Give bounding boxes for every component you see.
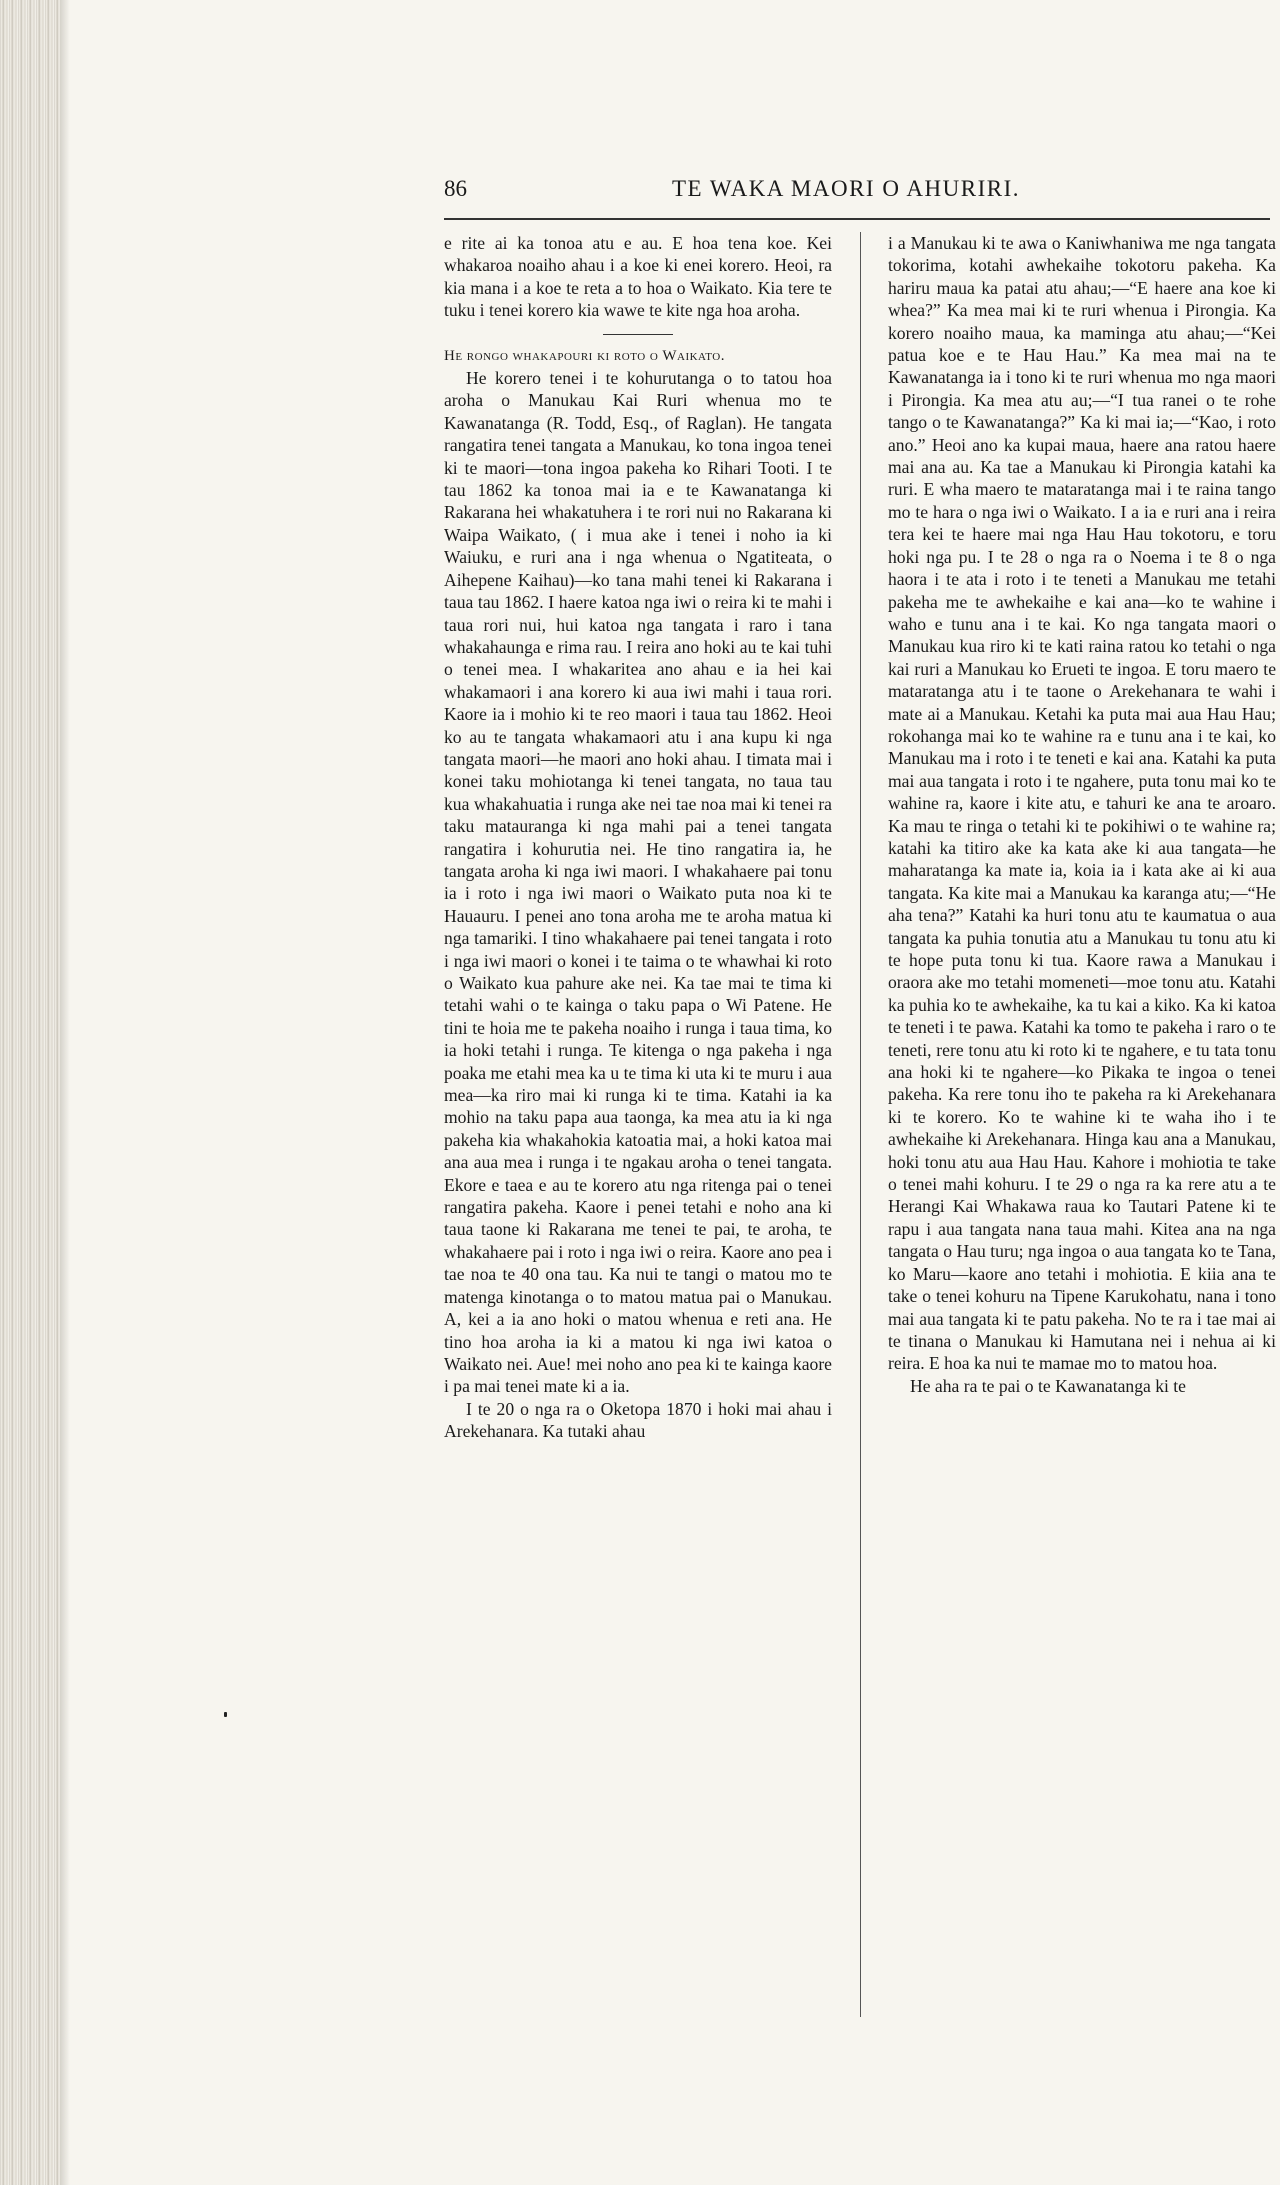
ink-speck: [224, 1712, 227, 1717]
running-title: TE WAKA MAORI O AHURIRI.: [672, 176, 1020, 201]
page-number: 86: [444, 176, 467, 201]
header-rule: [444, 218, 1270, 220]
body-paragraph: He aha ra te pai o te Kawanatanga ki te: [910, 1375, 1186, 1396]
binding-shadow: [60, 0, 70, 2185]
book-binding-edge: [0, 0, 60, 2185]
body-paragraph: i a Manukau ki te awa o Kaniwhaniwa me nga tangata tokorima, kotahi awhekaihe tokotoru pakeha. Ka hariru maua ka patai atu ahau;—“E haere ana koe ki whea?” Ka mea mai ki te ruri whenua i Pirongia. Ka korero noaiho maua, ka maminga atu ahau;—“Kei patua koe e te Hau Hau.” Ka mea mai na te Kawanatanga ia i tono ki te ruri whenua mo nga maori i Pirongia. Ka mea atu au;—“I tua ranei o te rohe tango o te Kawanatanga?” Ka ki mai ia;—“Kao, i roto ano.” Heoi ano ka kupai maua, haere ana ratou haere mai ana au. Ka tae a Manukau ki Pirongia katahi ka ruri. E wha maero te mataratanga mai i te raina tango mo te hara o nga iwi o Waikato. I a ia e ruri ana i reira tera kei te haere mai nga Hau Hau tokotoru, e toru hoki nga pu. I te 28 o nga ra o Noema i te 8 o nga haora i te ata i roto i te teneti a Manukau me tetahi pakeha me te awhekaihe e kai ana—ko te wahine i waho e tunu ana i te kai. Ko nga tangata maori o Manukau kua riro ki te kati raina ratou ko tetahi o nga kai ruri a Manukau ko Erueti te ingoa. E toru maero te mataratanga atu i te taone o Arekehanara te wahi i mate ai a Manukau. Ketahi ka puta mai aua Hau Hau; rokohanga mai ko te wahine ra e tunu ana i te kai, ko Manukau ma i roto i te teneti e kai ana. Katahi ka puta mai aua tangata i roto i te ngahere, puta tonu mai ko te wahine ra, kaore i kite atu, e tahuri ke ana te aroaro. Ka mau te ringa o tetahi ki te pokihiwi o te wahine ra; katahi ka titiro ake ka kata ake ki aua tangata—he maharatanga ka mate ia, koia ia i kata ake ai ki aua tangata. Ka kite mai a Manukau ka karanga atu;—“He aha tena?” Katahi ka huri tonu atu te kaumatua o aua tangata ka puhia tonutia atu a Manukau tu tonu atu ki te hope puta tonu ki tua. Kaore rawa a Manukau i oraora ake mo tetahi momeneti—moe tonu atu. Katahi ka puhia ko te awhekaihe, ka tu kai a kiko. Ka ki katoa te teneti i te pawa. Katahi ka tomo te pakeha i raro o te teneti, rere tonu atu ki roto ki te ngahere, e tu tata tonu ana hoki ki te ngahere—ko Pikaka te ingoa o tenei pakeha. Ka rere tonu iho te pakeha ra ki Arekehanara ki te korero. Ko te wahine ki te waha iho i te awhekaihe ki Arekehanara. Hinga kau ana a Manukau, hoki tonu atu aua Hau Hau. Kahore i mohiotia te take o tenei mahi kohuru. I te 29 o nga ra ka rere atu a te Herangi Kai Whakawa raua ko Tautari Patene ki te rapu i aua tangata nana taua mahi. Kitea ana na nga tangata o Hau turu; nga ingoa o aua tangata ko te Tana, ko Maru—kaore ano tetahi i mohiotia. E kiia ana te take o tenei kohuru na Tipene Karukohatu, nana i tono mai aua tangata ki te patu pakeha. No te ra i tae mai ai te tinana o Manukau ki Hamutana nei i nehua ai ki reira. E hoa ka nui te mamae mo to matou hoa.: [888, 233, 1276, 1374]
column-divider: [860, 232, 861, 2017]
left-column: [444, 232, 832, 2012]
body-paragraph: I te 20 o nga ra o Oketopa 1870 i hoki mai ahau i Arekehanara. Ka tutaki ahau: [444, 1398, 832, 1442]
opening-paragraph: e rite ai ka tonoa atu e au. E hoa tena koe. Kei whakaroa noaiho ahau i a koe ki enei korero. Heoi, ra kia mana i a koe te reta a to hoa o Waikato. Kia tere te tuku i tenei korero kia wawe te kite nga hoa aroha.: [444, 233, 832, 321]
body-paragraph: He korero tenei i te kohurutanga o to tatou hoa aroha o Manukau Kai Ruri whenua mo te Kawanatanga (R. Todd, Esq., of Raglan). He tangata rangatira tenei tangata a Manukau, ko tona ingoa tenei ki te maori—tona ingoa pakeha ko Rihari Tooti. I te tau 1862 ka tonoa mai ia e te Kawanatanga ki Rakarana hei whakatuhera i te rori nui no Rakarana ki Waipa Waikato, ( i mua ake i tenei i noho ia ki Waiuku, e ruri ana i nga whenua o Ngatiteata, o Aihepene Kaihau)—ko tana mahi tenei ki Rakarana i taua tau 1862. I haere katoa nga iwi o reira ki te mahi i taua rori nui, hui katoa nga tangata i raro i tana whakahaunga e rima rau. I reira ano hoki au te kai tuhi o tenei mea. I whakaritea ano ahau e ia hei kai whakamaori i ana korero ki aua iwi mahi i taua rori. Kaore ia i mohio ki te reo maori i taua tau 1862. Heoi ko au te tangata whakamaori atu i ana kupu ki nga tangata maori—he maori ano hoki ahau. I timata mai i konei taku mohiotanga ki tenei tangata, no taua tau kua whakahuatia i runga ake nei tae noa mai ki tenei ra taku matauranga ki nga mahi pai a tenei tangata rangatira i kohurutia nei. He tino rangatira ia, he tangata aroha ki nga iwi maori. I whakahaere pai tonu ia i roto i nga iwi maori o Waikato puta noa ki te Hauauru. I penei ano tona aroha me te aroha matua ki nga tamariki. I tino whakahaere pai tenei tangata i roto i nga iwi maori o konei i te taima o te whawhai ki roto o Waikato kua pahure ake nei. Ka tae mai te tima ki tetahi wahi o te kainga o taku papa o Wi Patene. He tini te hoia me te pakeha noaiho i runga i taua tima, ko ia hoki tetahi i runga. Te kitenga o nga pakeha i nga poaka me etahi mea ka u te tima ki uta ki te muru i aua mea—ka riro mai ki runga ki te tima. Katahi ia ka mohio na taku papa aua taonga, ka mea atu ia ki nga pakeha kia whakahokia katoatia mai, a hoki katoa mai ana aua mea i runga i te ngakau aroha o tenei tangata. Ekore e taea e au te korero atu nga ritenga pai o tenei rangatira pakeha. Kaore i penei tetahi e noho ana ki taua taone ki Rakarana me tenei te pai, te aroha, te whakahaere pai i roto i nga iwi o reira. Kaore ano pea i tae noa te 40 ona tau. Ka nui te tangi o matou mo te matenga kinotanga o to matou matua pai o Manukau. A, kei a ia ano hoki o matou whenua e reti ana. He tino hoa aroha ia ki a matou ki nga iwi katoa o Waikato nei. Aue! mei noho ano pea ki te kainga kaore i pa mai tenei mate ki a ia.: [444, 368, 832, 1397]
right-column: [888, 232, 1276, 2012]
page-header: [444, 176, 1270, 210]
section-divider: [603, 334, 673, 335]
section-heading: He rongo whakapouri ki roto o Waikato.: [444, 347, 725, 364]
